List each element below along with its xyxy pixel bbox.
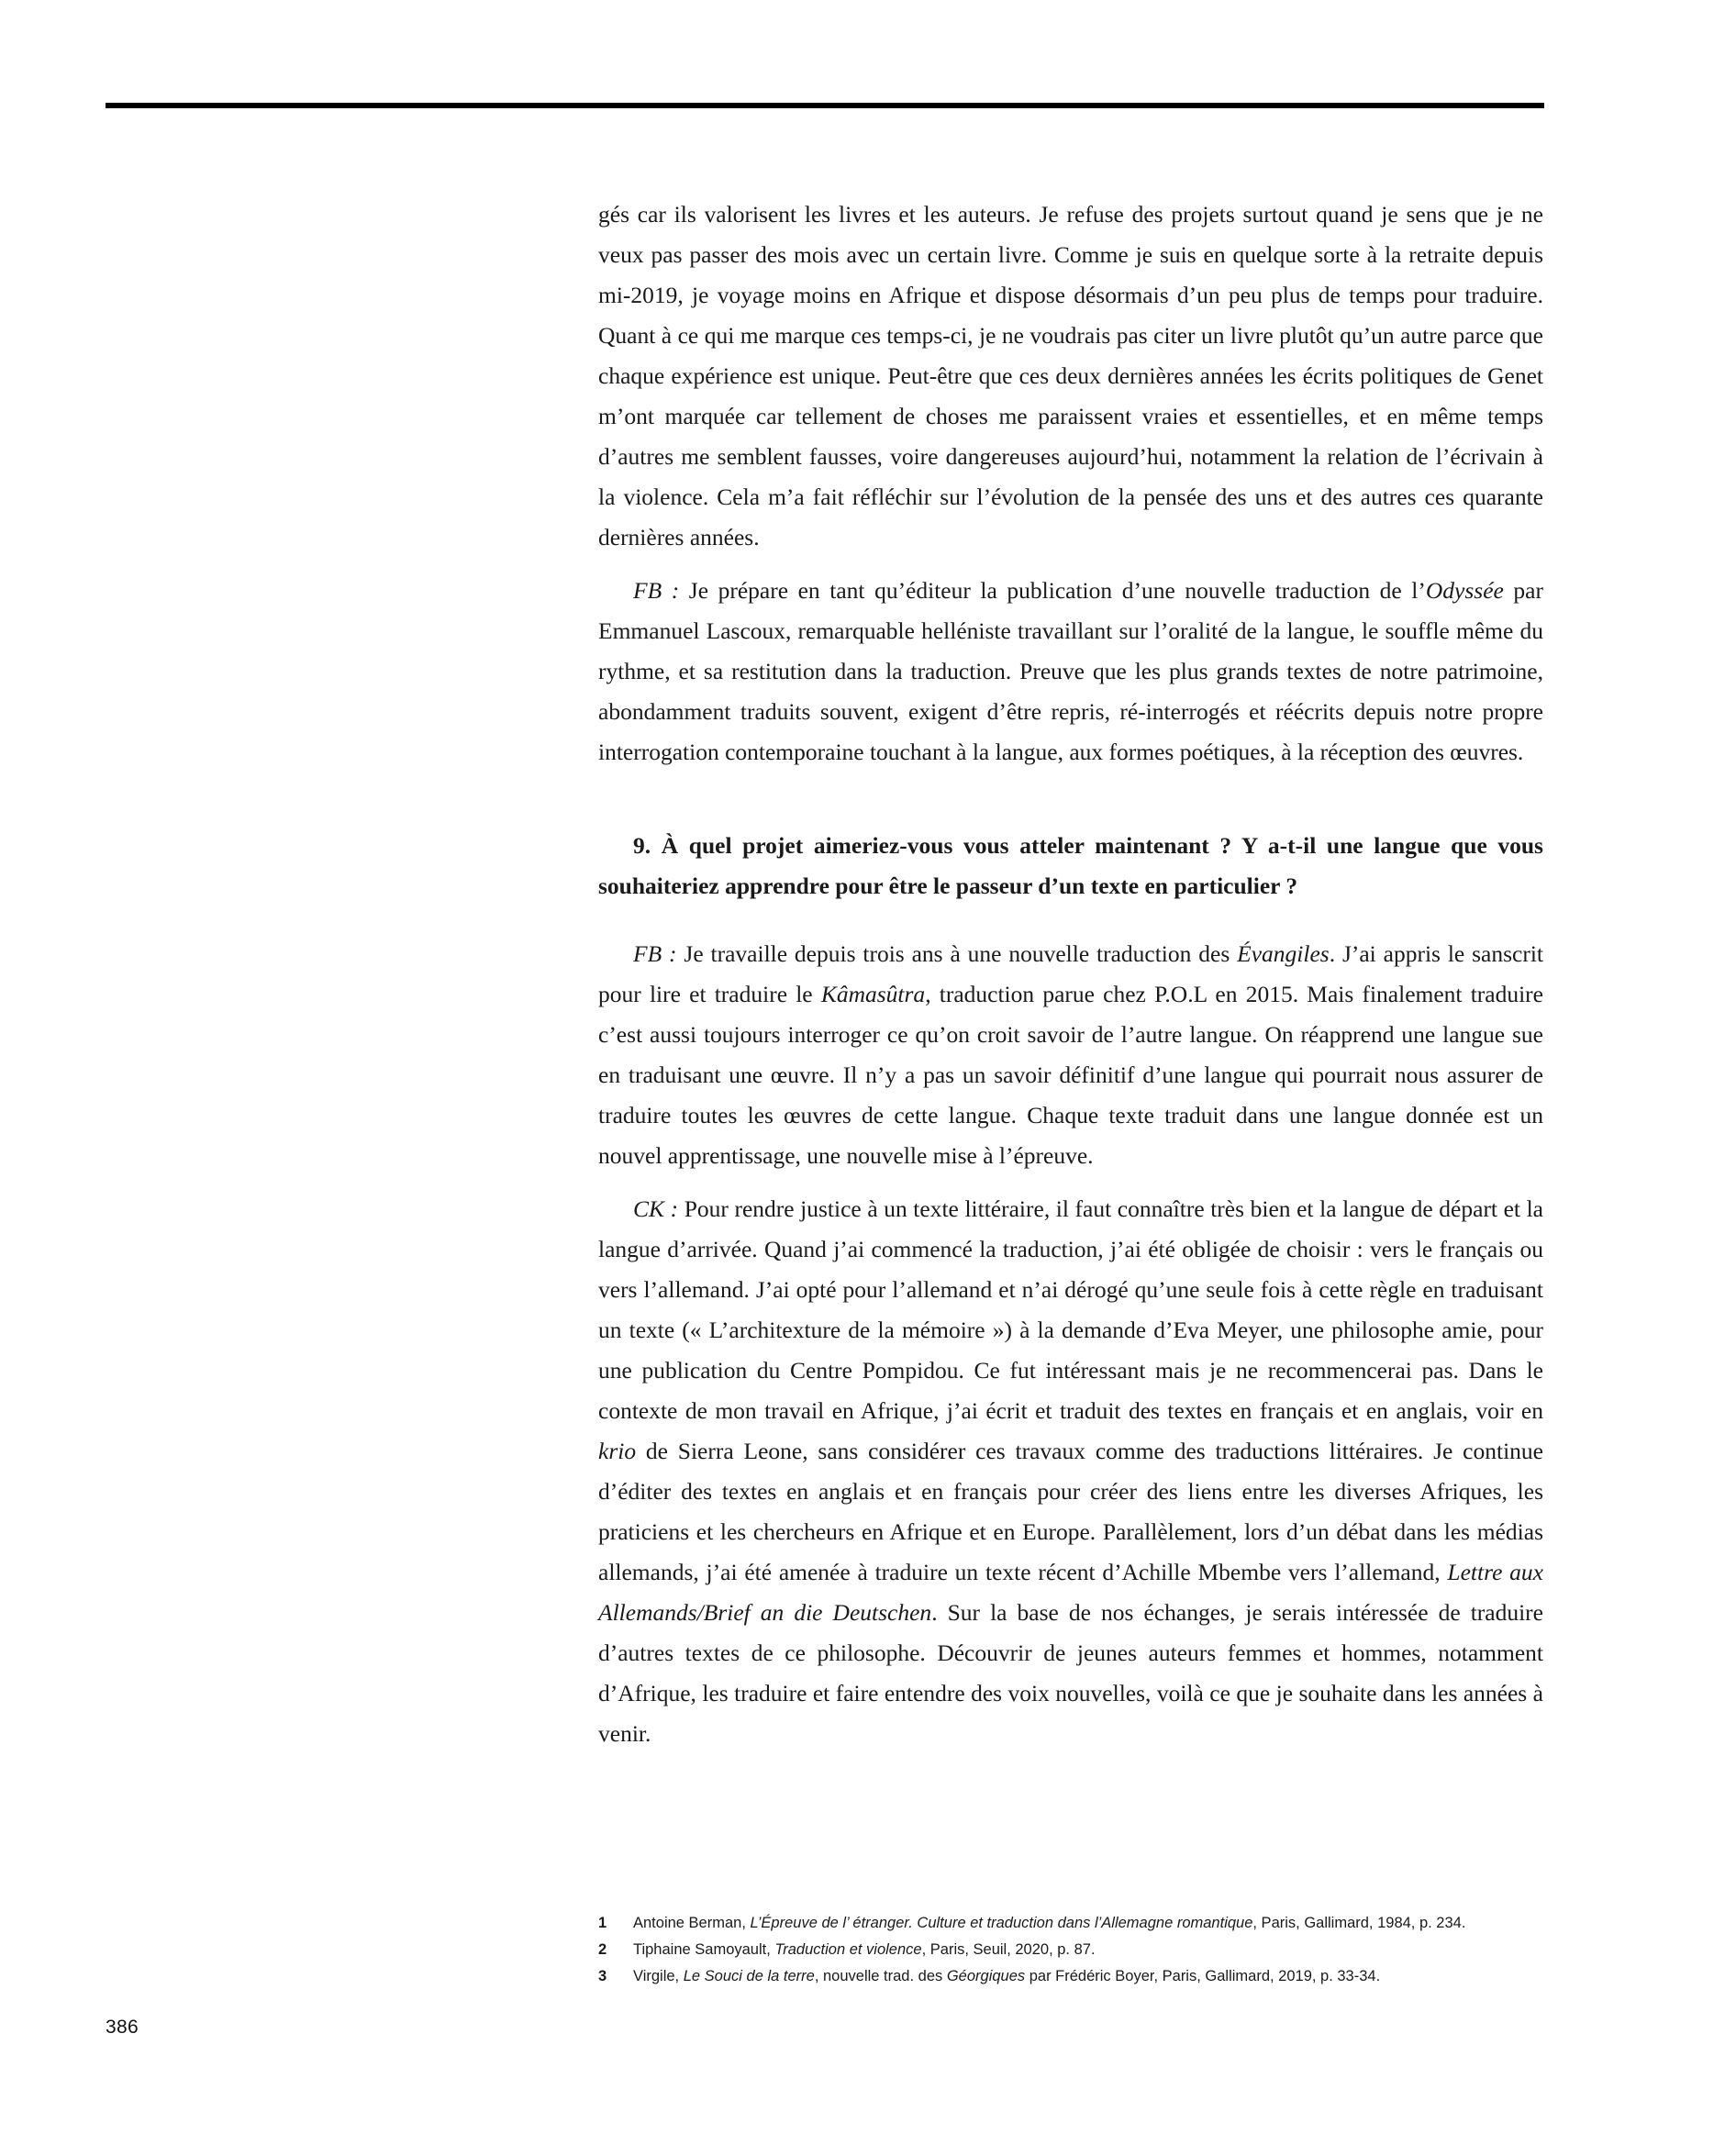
footnote-text-b: , Paris, Seuil, 2020, p. 87. xyxy=(921,1941,1096,1958)
footnote-title-secondary: Géorgiques xyxy=(946,1968,1026,1984)
footnote-text-a: Virgile, xyxy=(633,1968,684,1984)
speaker-label-fb-2: FB : xyxy=(633,940,677,967)
paragraph-ck-answer xyxy=(598,1189,1543,1754)
footnote-text xyxy=(633,1937,1543,1963)
header-rule xyxy=(106,103,1544,108)
answer-text-a: Je travaille depuis trois ans à une nouvelle traduction des xyxy=(676,940,1238,967)
footnote-item xyxy=(598,1963,1543,1990)
footnote-title: L’Épreuve de l’ étranger. Culture et traduction dans l’Allemagne romantique xyxy=(750,1915,1253,1931)
paragraph-text-after-title: par Emmanuel Lascoux, remarquable helléniste travaillant sur l’oralité de la langue, le souffle même du rythme, et sa restitution dans la traduction. Preuve que les plus grands textes de notre patrimoine, abondamment traduits souvent, exigent d’être repris, ré-interrogés et réécrits depuis notre propre interrogation contemporaine touchant à la langue, aux formes poétiques, à la réception des œuvres. xyxy=(598,577,1543,765)
ck-text-b: de Sierra Leone, sans considérer ces travaux comme des traductions littéraires. Je continue d’éditer des textes en anglais et en français pour créer des liens entre les diverses Afriques, les praticiens et les chercheurs en Afrique et en Europe. Parallèlement, lors d’un débat dans les médias allemands, j’ai été amenée à traduire un texte récent d’Achille Mbembe vers l’allemand, xyxy=(598,1438,1543,1585)
page-number: 386 xyxy=(106,2017,139,2038)
question-gap xyxy=(598,906,1543,934)
speaker-label-ck: CK : xyxy=(633,1195,679,1222)
paragraph-fb-odyssee xyxy=(598,571,1543,772)
footnote-text-b: , Paris, Gallimard, 1984, p. 234. xyxy=(1252,1915,1466,1931)
paragraph-gap-2 xyxy=(598,1176,1543,1189)
question-heading-9: 9. À quel projet aimeriez-vous vous atteler maintenant ? Y a-t-il une langue que vous souhaiteriez apprendre pour être le passeur d’un texte en particulier ? xyxy=(598,832,1543,899)
book-title-odyssee: Odyssée xyxy=(1425,577,1504,604)
ck-text-c: . Sur la base de nos échanges, je serais intéressée de traduire d’autres textes de ce philosophe. Découvrir de jeunes auteurs femmes et hommes, notamment d’Afrique, les traduire et faire entendre des voix nouvelles, voilà ce que je souhaite dans les années à venir. xyxy=(598,1599,1543,1747)
term-krio: krio xyxy=(598,1438,637,1464)
answer-text-b: . J’ai appris le sanscrit pour lire et traduire le xyxy=(598,940,1544,1007)
footnote-text xyxy=(633,1963,1543,1990)
speaker-label-fb: FB : xyxy=(633,577,680,604)
footnote-title: Traduction et violence xyxy=(774,1941,922,1958)
footnotes-block xyxy=(598,1910,1543,1990)
ck-text-a: Pour rendre justice à un texte littéraire, il faut connaître très bien et la langue de départ et la langue d’arrivée. Quand j’ai commencé la traduction, j’ai été obligée de choisir : vers le français ou vers l’allemand. J’ai opté pour l’allemand et n’ai dérogé qu’une seule fois à cette règle en traduisant un texte (« L’architexture de la mémoire ») à la demande d’Eva Meyer, une philosophe amie, pour une publication du Centre Pompidou. Ce fut intéressant mais je ne recommencerai pas. Dans le contexte de mon travail en Afrique, j’ai écrit et traduit des textes en français et en anglais, voir en xyxy=(598,1195,1544,1424)
footnote-text-a: Antoine Berman, xyxy=(633,1915,751,1931)
text-column xyxy=(598,194,1543,1754)
book-title-kamasutra: Kâmasûtra xyxy=(820,981,926,1007)
book-title-evangiles: Évangiles xyxy=(1237,940,1330,967)
paragraph-continuation: gés car ils valorisent les livres et les auteurs. Je refuse des projets surtout quand je sens que je ne veux pas passer des mois avec un certain livre. Comme je suis en quelque sorte à la retraite depuis mi-2019, je voyage moins en Afrique et dispose désormais d’un peu plus de temps pour traduire. Quant à ce qui me marque ces temps-ci, je ne voudrais pas citer un livre plutôt qu’un autre parce que chaque expérience est unique. Peut-être que ces deux dernières années les écrits politiques de Genet m’ont marquée car tellement de choses me paraissent vraies et essentielles, et en même temps d’autres me semblent fausses, voire dangereuses aujourd’hui, notamment la relation de l’écrivain à la violence. Cela m’a fait réfléchir sur l’évolution de la pensée des uns et des autres ces quarante dernières années. xyxy=(598,201,1543,550)
footnote-number: 1 xyxy=(598,1915,607,1931)
footnote-number: 2 xyxy=(598,1941,607,1958)
footnote-number: 3 xyxy=(598,1968,607,1984)
footnote-item xyxy=(598,1937,1543,1963)
section-gap xyxy=(598,772,1543,826)
answer-text-c: , traduction parue chez P.O.L en 2015. Mais finalement traduire c’est aussi toujours interroger ce qu’on croit savoir de l’autre langue. On réapprend une langue sue en traduisant une œuvre. Il n’y a pas un savoir définitif d’une langue qui pourrait nous assurer de traduire toutes les œuvres de cette langue. Chaque texte traduit dans une langue donnée est un nouvel apprentissage, une nouvelle mise à l’épreuve. xyxy=(598,981,1543,1169)
paragraph-text-before-title: Je prépare en tant qu’éditeur la publication d’une nouvelle traduction de l’ xyxy=(679,577,1426,604)
footnote-item xyxy=(598,1910,1543,1937)
paragraph-gap xyxy=(598,558,1543,571)
footnote-text-c: par Frédéric Boyer, Paris, Gallimard, 2019, p. 33-34. xyxy=(1025,1968,1381,1984)
book-title-lettre-aux-allemands: Lettre aux Allemands/Brief an die Deutschen xyxy=(598,1559,1543,1626)
footnote-text-a: Tiphaine Samoyault, xyxy=(633,1941,775,1958)
footnote-title: Le Souci de la terre xyxy=(683,1968,815,1984)
paragraph-fb-answer xyxy=(598,934,1543,1176)
footnote-text-b: , nouvelle trad. des xyxy=(814,1968,947,1984)
footnote-text xyxy=(633,1910,1543,1937)
